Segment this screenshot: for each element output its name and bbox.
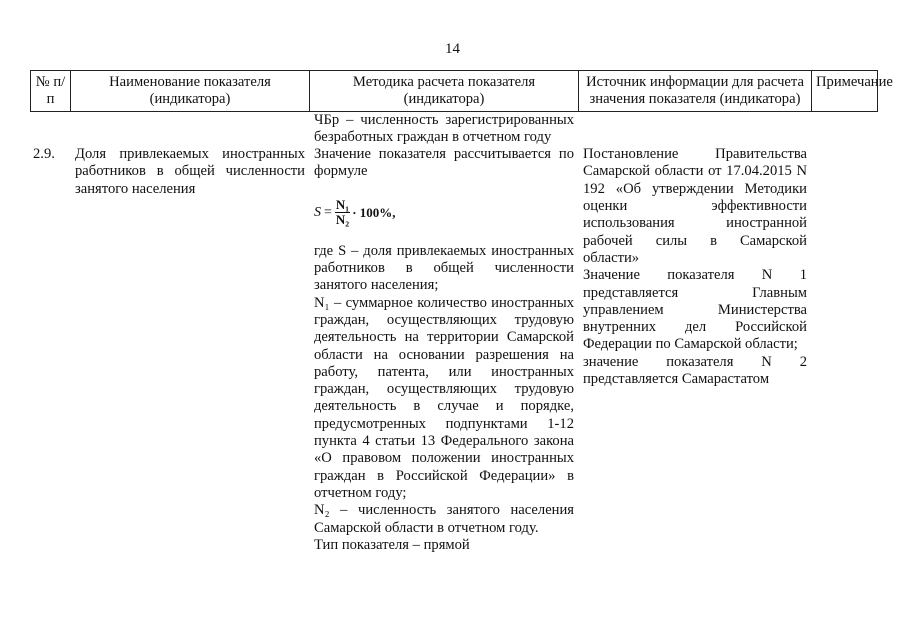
page-number: 14 xyxy=(445,41,460,57)
cell-empty xyxy=(812,111,878,146)
table-body xyxy=(31,111,878,554)
table-row xyxy=(31,146,878,554)
cell-indicator-name: Доля привлекаемых иностранных работников в общей численности занятого населения xyxy=(75,146,305,197)
cell-row-number: 2.9. xyxy=(33,146,55,163)
cell-calculation-method xyxy=(310,146,579,554)
source-resolution: Постановление Правительства Самарской области от 17.04.2015 N 192 «Об утверждении Методики оценки эффективности использования иностранной рабочей силы в Самарской области» xyxy=(583,146,807,266)
table-header-row xyxy=(31,71,878,112)
cell-information-source xyxy=(579,146,812,554)
table-header xyxy=(31,71,893,112)
header-indicator-name: Наименование показателя (индикатора) xyxy=(71,71,310,112)
cell-note xyxy=(812,146,878,554)
formula-numerator: N₁ xyxy=(335,196,350,212)
source-n1-provider: Значение показателя N 1 представляется Главным управлением Министерства внутренних дел Российской Федерации по Самарской области; xyxy=(583,267,807,353)
header-information-source: Источник информации для расчета значения показателя (индикатора) xyxy=(579,71,812,112)
cell-empty xyxy=(31,111,71,146)
source-n2-provider: значение показателя N 2 представляется Самарастатом xyxy=(583,353,807,388)
header-number: № п/п xyxy=(31,71,71,112)
method-definition-n2: N₂ – численность занятого населения Самарской области в отчетном году. xyxy=(314,502,574,536)
cell-method-continuation: ЧБр – численность зарегистрированных безработных граждан в отчетном году xyxy=(314,111,574,145)
formula-fraction xyxy=(335,198,350,227)
method-indicator-type: Тип показателя – прямой xyxy=(314,536,470,553)
indicator-table-container xyxy=(30,70,893,554)
method-intro-text: Значение показателя рассчитывается по формуле xyxy=(314,146,574,180)
header-calculation-method: Методика расчета показателя (индикатора) xyxy=(310,71,579,112)
table-row-continuation xyxy=(31,111,878,146)
cell-empty xyxy=(71,111,310,146)
header-note: Примечание xyxy=(812,71,878,112)
method-definition-n1: N₁ – суммарное количество иностранных граждан, осуществляющих трудовую деятельность на территории Самарской области на основании разрешения на работу, патента, или иностранных граждан, осуществляющих трудовую деятельность в случае и порядке, предусмотренных подпунктами 1-12 пункта 4 статьи 13 Федерального закона «О правовом положении иностранных граждан в Российской Федерации» в отчетном году; xyxy=(314,294,574,501)
formula-multiplier: · 100%, xyxy=(352,204,396,220)
formula-denominator: N₂ xyxy=(335,211,350,227)
formula-variable: S xyxy=(314,204,321,220)
method-definition-s: где S – доля привлекаемых иностранных работников в общей численности занятого населения; xyxy=(314,242,574,294)
cell-empty xyxy=(579,111,812,146)
formula xyxy=(314,198,574,227)
formula-equals: = xyxy=(324,204,332,220)
indicator-table xyxy=(30,70,893,554)
